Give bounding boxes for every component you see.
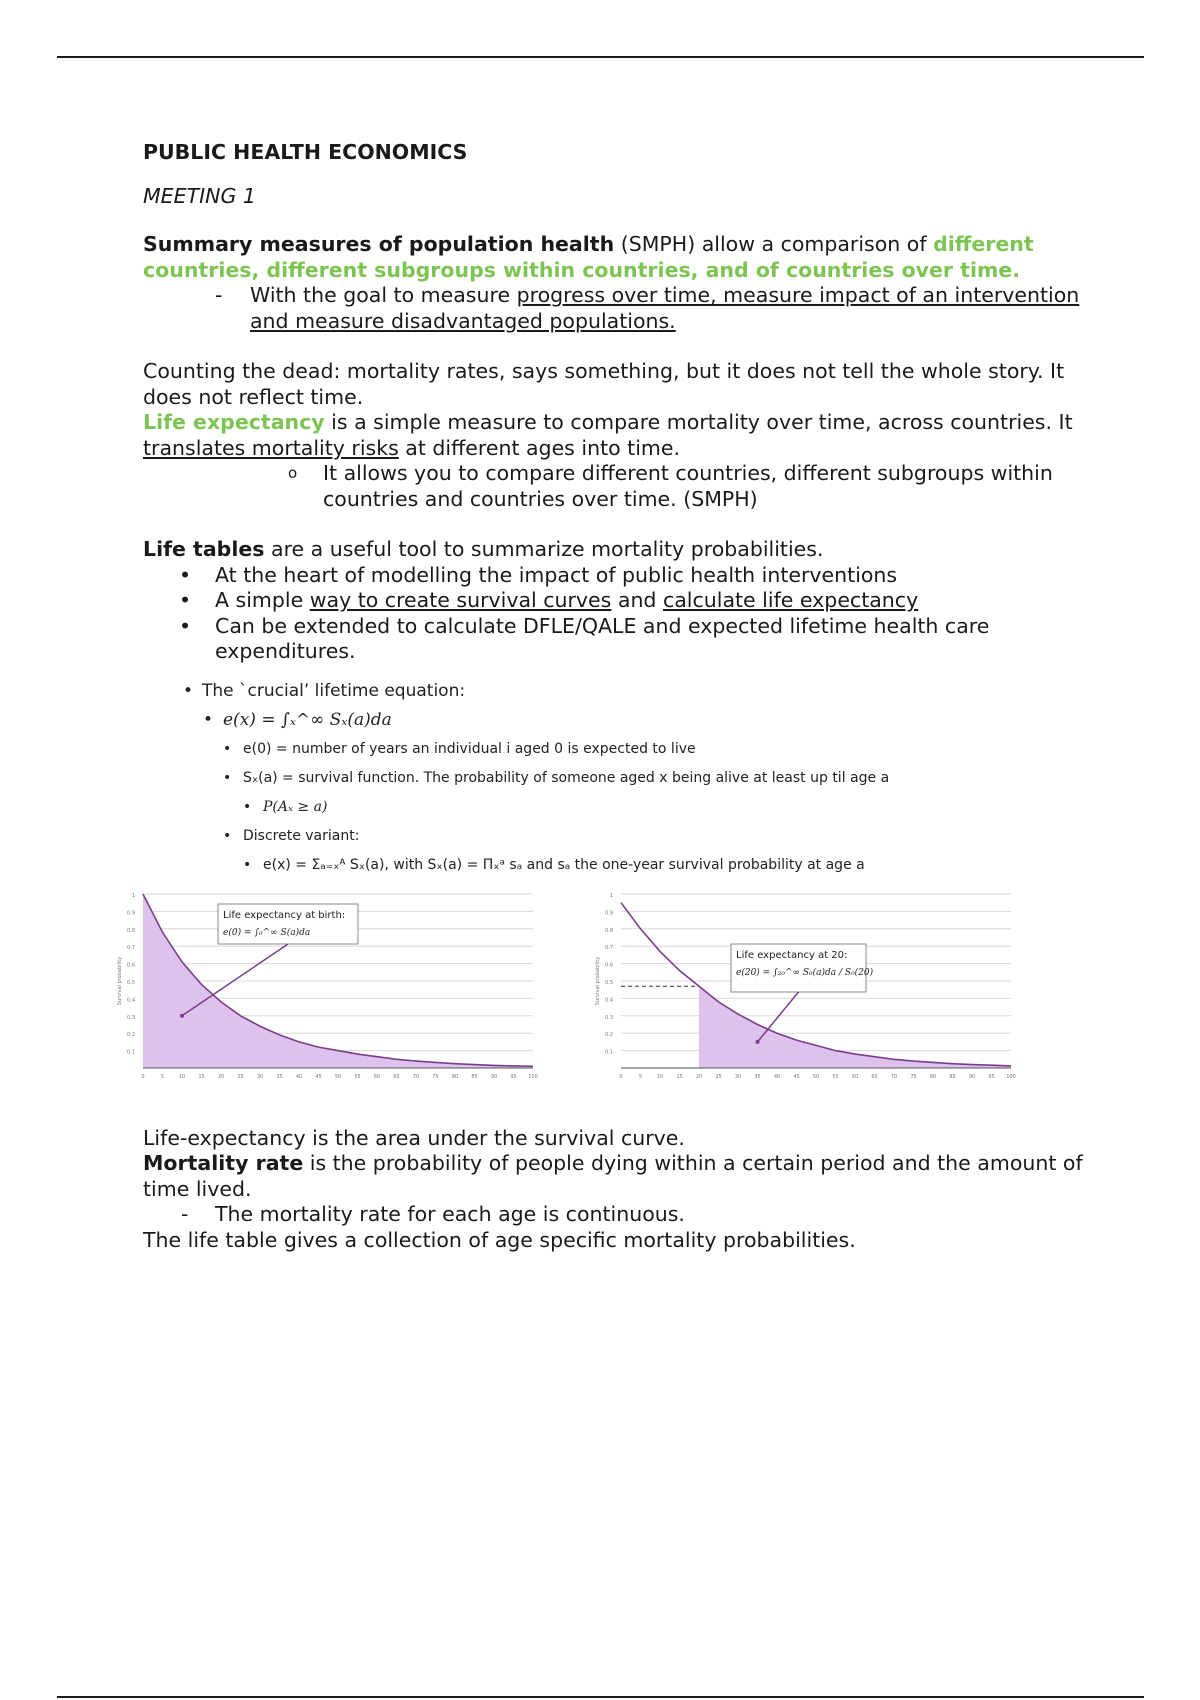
- x-tick-label: 80: [451, 1073, 459, 1080]
- y-axis-label: Survival probability: [117, 956, 123, 1005]
- x-tick-label: 25: [715, 1073, 722, 1080]
- slide-bullet: •: [223, 769, 232, 786]
- list-item-underlined-2: calculate life expectancy: [662, 588, 919, 612]
- slide-line-e0: [143, 737, 1083, 766]
- annotation-pointer-tip: [180, 1013, 184, 1017]
- slide-text: The `crucial’ lifetime equation:: [202, 680, 466, 701]
- y-tick-label: 0.5: [127, 979, 135, 986]
- slide-formula: e(x) = ∫ₓ^∞ Sₓ(a)da: [223, 709, 392, 730]
- circle-marker: o: [288, 464, 298, 482]
- y-tick-label: 0.1: [605, 1049, 613, 1056]
- survival-chart-age-20: [591, 886, 1021, 1086]
- x-tick-label: 70: [412, 1073, 420, 1080]
- life-tables-list: [143, 563, 1083, 665]
- y-tick-label: 0.9: [127, 909, 135, 916]
- annotation-formula: e(20) = ∫₂₀^∞ S₀(a)da / S₀(20): [736, 967, 874, 978]
- list-item-mid: and: [611, 588, 663, 612]
- slide-line-discrete: [143, 824, 1083, 853]
- life-expectancy-text: is a simple measure to compare mortality over time, across countries. It: [324, 410, 1073, 434]
- y-tick-label: 0.8: [127, 927, 135, 934]
- list-item-underlined-1: way to create survival curves: [309, 588, 612, 612]
- slide-bullet: •: [243, 856, 252, 873]
- x-tick-label: 95: [988, 1073, 995, 1080]
- x-tick-label: 85: [471, 1073, 478, 1080]
- y-tick-label: 0.6: [605, 962, 613, 969]
- x-tick-label: 75: [432, 1073, 439, 1080]
- closing-section: [143, 1126, 1083, 1254]
- slide-line-survival-function: [143, 766, 1083, 795]
- x-tick-label: 10: [656, 1073, 664, 1080]
- x-tick-label: 0: [619, 1073, 623, 1080]
- x-tick-label: 15: [198, 1073, 205, 1080]
- x-tick-label: 90: [968, 1073, 976, 1080]
- x-tick-label: 10: [178, 1073, 186, 1080]
- x-tick-label: 95: [510, 1073, 517, 1080]
- document-title: PUBLIC HEALTH ECONOMICS: [143, 140, 468, 164]
- x-tick-label: 5: [160, 1073, 165, 1080]
- y-tick-label: 1: [131, 892, 135, 899]
- slide-text: e(0) = number of years an individual i aged 0 is expected to live: [243, 740, 696, 757]
- life-expectancy-term: Life expectancy: [143, 410, 325, 434]
- list-item-text: At the heart of modelling the impact of public health interventions: [215, 562, 898, 587]
- x-tick-label: 30: [256, 1073, 264, 1080]
- embedded-slide: [143, 679, 1083, 882]
- bullet-marker: •: [179, 613, 192, 638]
- annotation-formula: e(0) = ∫₀^∞ S(a)da: [223, 927, 311, 938]
- y-tick-label: 0.7: [605, 944, 613, 951]
- slide-bullet: •: [203, 709, 214, 730]
- list-item: [143, 563, 1083, 589]
- counting-paragraph: Counting the dead: mortality rates, says something, but it does not tell the whole story. It does not reflect time.: [143, 359, 1065, 409]
- annotation-title: Life expectancy at 20:: [736, 949, 848, 961]
- bottom-rule: [57, 1696, 1144, 1698]
- mortality-rate-text: is the probability of people dying within a certain period and the amount of time lived.: [143, 1151, 1083, 1201]
- x-tick-label: 5: [638, 1073, 643, 1080]
- life-expectancy-paragraph: [143, 410, 1083, 461]
- y-tick-label: 0.8: [605, 927, 613, 934]
- survival-chart-birth: [113, 886, 543, 1086]
- y-tick-label: 0.5: [605, 979, 613, 986]
- document-body: [117, 140, 1083, 1253]
- x-tick-label: 75: [910, 1073, 917, 1080]
- x-tick-label: 100: [528, 1073, 538, 1080]
- list-item: [143, 614, 1083, 665]
- life-expectancy-subitem-text: It allows you to compare different countries, different subgroups within countries and countries over time. (SMPH): [323, 461, 1053, 511]
- closing-line-area: Life-expectancy is the area under the survival curve.: [143, 1125, 685, 1150]
- y-axis-label: Survival probability: [595, 956, 601, 1005]
- slide-bullet: •: [183, 680, 194, 701]
- y-tick-label: 0.2: [605, 1031, 613, 1038]
- slide-bullet: •: [223, 740, 232, 757]
- x-tick-label: 40: [773, 1073, 781, 1080]
- top-rule: [57, 56, 1144, 58]
- mortality-dash-text: The mortality rate for each age is continuous.: [215, 1202, 685, 1226]
- life-expectancy-end: at different ages into time.: [398, 435, 680, 460]
- list-item: [143, 588, 1083, 614]
- x-tick-label: 20: [695, 1073, 703, 1080]
- x-tick-label: 65: [871, 1073, 878, 1080]
- closing-line-life-table: The life table gives a collection of age specific mortality probabilities.: [143, 1227, 856, 1252]
- bullet-marker: •: [179, 588, 192, 612]
- x-tick-label: 0: [141, 1073, 145, 1080]
- y-tick-label: 0.2: [127, 1031, 135, 1038]
- slide-line-equation: [143, 708, 1083, 737]
- x-tick-label: 80: [929, 1073, 937, 1080]
- smph-term: Summary measures of population health: [143, 232, 615, 256]
- smph-dash-item: [143, 283, 1083, 334]
- x-tick-label: 50: [812, 1073, 820, 1080]
- smph-dash-underlined: progress over time, measure impact of an intervention and measure disadvantaged populations.: [250, 283, 1080, 333]
- slide-text: Sₓ(a) = survival function. The probability of someone aged x being alive at least up til age a: [243, 769, 890, 786]
- smph-text: (SMPH) allow a comparison of: [614, 232, 927, 256]
- x-tick-label: 35: [276, 1073, 283, 1080]
- y-tick-label: 0.4: [127, 996, 135, 1003]
- x-tick-label: 70: [890, 1073, 898, 1080]
- y-tick-label: 0.1: [127, 1049, 135, 1056]
- x-tick-label: 55: [354, 1073, 361, 1080]
- y-tick-label: 0.9: [605, 909, 613, 916]
- x-tick-label: 40: [295, 1073, 303, 1080]
- x-tick-label: 60: [373, 1073, 381, 1080]
- x-tick-label: 25: [237, 1073, 244, 1080]
- slide-text: Discrete variant:: [243, 827, 360, 844]
- slide-line-probability: [143, 795, 1083, 824]
- slide-line-discrete-formula: [143, 853, 1083, 882]
- y-tick-label: 1: [609, 892, 613, 899]
- list-item-text: Can be extended to calculate DFLE/QALE and expected lifetime health care expenditures.: [215, 613, 990, 663]
- y-tick-label: 0.6: [127, 962, 135, 969]
- annotation-pointer-tip: [756, 1039, 760, 1043]
- meeting-heading: MEETING 1: [143, 184, 256, 208]
- x-tick-label: 20: [217, 1073, 225, 1080]
- dash-marker: -: [181, 1202, 189, 1226]
- bullet-marker: •: [179, 562, 192, 587]
- x-tick-label: 60: [851, 1073, 859, 1080]
- dash-marker: -: [215, 283, 223, 307]
- x-tick-label: 85: [949, 1073, 956, 1080]
- x-tick-label: 55: [832, 1073, 839, 1080]
- life-tables-paragraph: [143, 537, 1083, 563]
- y-tick-label: 0.7: [127, 944, 135, 951]
- life-expectancy-subitem: [143, 461, 1083, 512]
- mortality-rate-term: Mortality rate: [143, 1151, 304, 1175]
- life-tables-term: Life tables: [143, 537, 265, 561]
- smph-dash-prefix: With the goal to measure: [250, 283, 517, 307]
- annotation-title: Life expectancy at birth:: [223, 909, 346, 921]
- x-tick-label: 35: [754, 1073, 761, 1080]
- slide-formula: P(Aₓ ≥ a): [263, 798, 328, 815]
- x-tick-label: 45: [315, 1073, 322, 1080]
- smph-paragraph: [143, 232, 1083, 283]
- slide-formula: e(x) = Σₐ₌ₓᴬ Sₓ(a), with Sₓ(a) = Πₓᵃ sₐ and sₐ the one-year survival probability at age a: [263, 856, 865, 873]
- x-tick-label: 65: [393, 1073, 400, 1080]
- x-tick-label: 100: [1006, 1073, 1016, 1080]
- slide-bullet: •: [243, 798, 252, 815]
- life-expectancy-underlined: translates mortality risks: [143, 435, 399, 460]
- life-tables-text: are a useful tool to summarize mortality probabilities.: [264, 537, 824, 561]
- y-tick-label: 0.3: [605, 1014, 613, 1021]
- slide-bullet: •: [223, 827, 232, 844]
- x-tick-label: 90: [490, 1073, 498, 1080]
- y-tick-label: 0.3: [127, 1014, 135, 1021]
- x-tick-label: 45: [793, 1073, 800, 1080]
- list-item-prefix: A simple: [215, 588, 310, 612]
- slide-line-equation-heading: [143, 679, 1083, 708]
- smph-highlight: different countries, different subgroups within countries, and of countries over time.: [143, 232, 1034, 282]
- x-tick-label: 50: [334, 1073, 342, 1080]
- survival-charts: [113, 886, 1083, 1086]
- x-tick-label: 30: [734, 1073, 742, 1080]
- mortality-rate-paragraph: [143, 1151, 1083, 1202]
- y-tick-label: 0.4: [605, 996, 613, 1003]
- x-tick-label: 15: [676, 1073, 683, 1080]
- mortality-dash-item: [143, 1202, 1083, 1228]
